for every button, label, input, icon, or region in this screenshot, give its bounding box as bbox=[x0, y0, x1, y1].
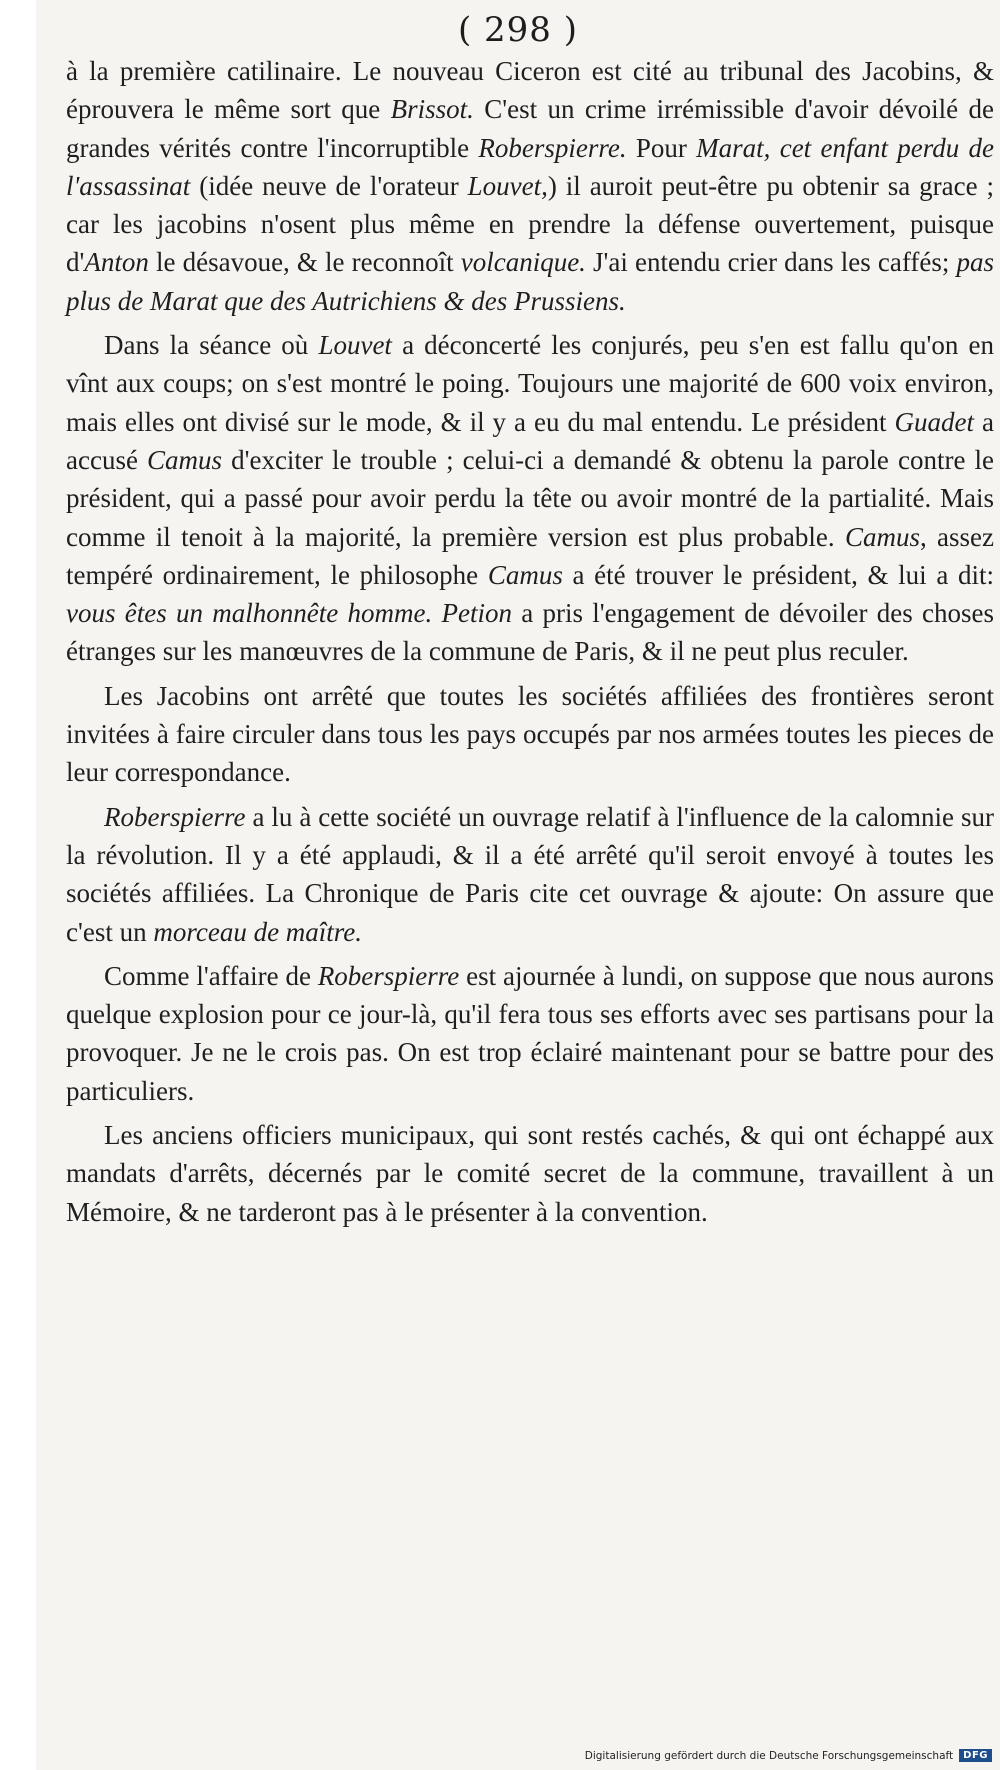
italic-text: Guadet bbox=[894, 406, 975, 437]
credit-text: Digitalisierung gefördert durch die Deutsche Forschungsgemeinschaft bbox=[584, 1749, 954, 1762]
text-run: (idée neuve de l'orateur bbox=[190, 170, 468, 201]
digitization-credit bbox=[585, 1749, 992, 1762]
italic-text: vous êtes un malhonnête homme. bbox=[66, 598, 433, 629]
text-run: Dans la séance où bbox=[104, 330, 319, 361]
italic-text: Anton bbox=[84, 247, 149, 278]
text-run: Pour bbox=[626, 132, 697, 163]
italic-text: Louvet, bbox=[467, 170, 548, 201]
italic-text: Petion bbox=[441, 598, 512, 629]
text-run: ) il auroit peut-être pu obtenir sa grace ; car les jacobins n'osent plus même en prendre la défense ouvertement, puisque d' bbox=[66, 170, 995, 278]
text-run: Les anciens officiers municipaux, qui sont restés cachés, & qui ont échappé aux mandats d'arrêts, décernés par le comité secret de la commune, travaillent à un Mémoire, & ne tarderont pas à le présenter à la convention. bbox=[66, 1120, 994, 1227]
text-run: a été trouver le président, & lui a dit: bbox=[562, 559, 994, 590]
text-run: J'ai entendu crier dans les caffés; bbox=[585, 247, 957, 278]
text-run: d'exciter le trouble ; celui-ci a demandé & obtenu la parole contre le président, qui a passé pour avoir perdu la tête ou avoir montré de la partialité. Mais comme il tenoit à la majorité, la première version est plus probable. bbox=[66, 444, 994, 552]
italic-text: morceau de maître. bbox=[153, 916, 363, 947]
italic-text: Marat, cet enfant perdu de l'assassinat bbox=[66, 132, 994, 201]
body-text bbox=[66, 52, 994, 1237]
paragraph bbox=[66, 798, 994, 951]
text-run: a déconcerté les conjurés, peu s'en est fallu qu'on en vînt aux coups; on s'est montré le poing. Toujours une majorité de 600 voix environ, mais elles ont divisé sur le mode, & il y a eu du mal entendu. Le président bbox=[66, 330, 994, 437]
text-run: Les Jacobins ont arrêté que toutes les sociétés affiliées des frontières seront invitées à faire circuler dans tous les pays occupés par nos armées toutes les pieces de leur correspondance. bbox=[66, 680, 994, 788]
scanned-page bbox=[36, 0, 1000, 1770]
paragraph bbox=[66, 1116, 994, 1231]
italic-text: volcanique. bbox=[460, 247, 586, 278]
text-run: est ajournée à lundi, on suppose que nous aurons quelque explosion pour ce jour-là, qu'il fera tous ses efforts avec ses partisans pour la provoquer. Je ne le crois pas. On est trop éclairé maintenant pour se battre pour des particuliers. bbox=[66, 960, 994, 1106]
italic-text: Roberspierre. bbox=[478, 132, 627, 163]
paragraph bbox=[66, 326, 994, 671]
text-run: Comme l'affaire de bbox=[104, 960, 318, 991]
text-run: a pris l'engagement de dévoiler des choses étranges sur les manœuvres de la commune de Paris, & il ne peut plus reculer. bbox=[66, 598, 994, 667]
italic-text: Camus bbox=[844, 521, 920, 552]
italic-text: pas plus de Marat que des Autrichiens & des Prussiens. bbox=[66, 247, 994, 316]
page-number: ( 298 ) bbox=[457, 10, 579, 50]
text-run: , assez tempéré ordinairement, le philosophe bbox=[66, 521, 995, 590]
paragraph bbox=[66, 957, 994, 1110]
paragraph bbox=[66, 52, 994, 320]
italic-text: Camus bbox=[487, 559, 563, 590]
italic-text: Camus bbox=[147, 444, 223, 475]
text-run: a accusé bbox=[66, 406, 994, 475]
dfg-logo: DFG bbox=[959, 1749, 992, 1762]
italic-text: Roberspierre bbox=[104, 801, 246, 832]
paragraph bbox=[66, 677, 994, 792]
italic-text: Louvet bbox=[318, 330, 392, 361]
text-run: a lu à cette société un ouvrage relatif à l'influence de la calomnie sur la révolution. Il y a été applaudi, & il a été arrêté qu'il seroit envoyé à toutes les sociétés affiliées. La Chronique de Paris cite cet ouvrage & ajoute: On assure que c'est un bbox=[66, 801, 994, 947]
italic-text: Brissot. bbox=[390, 94, 474, 125]
text-run: C'est un crime irrémissible d'avoir dévoilé de grandes vérités contre l'incorruptible bbox=[66, 94, 994, 163]
text-run: à la première catilinaire. Le nouveau Ciceron est cité au tribunal des Jacobins, & éprouvera le même sort que bbox=[66, 56, 994, 125]
italic-text: Roberspierre bbox=[317, 960, 460, 991]
text-run: le désavoue, & le reconnoît bbox=[148, 247, 461, 278]
